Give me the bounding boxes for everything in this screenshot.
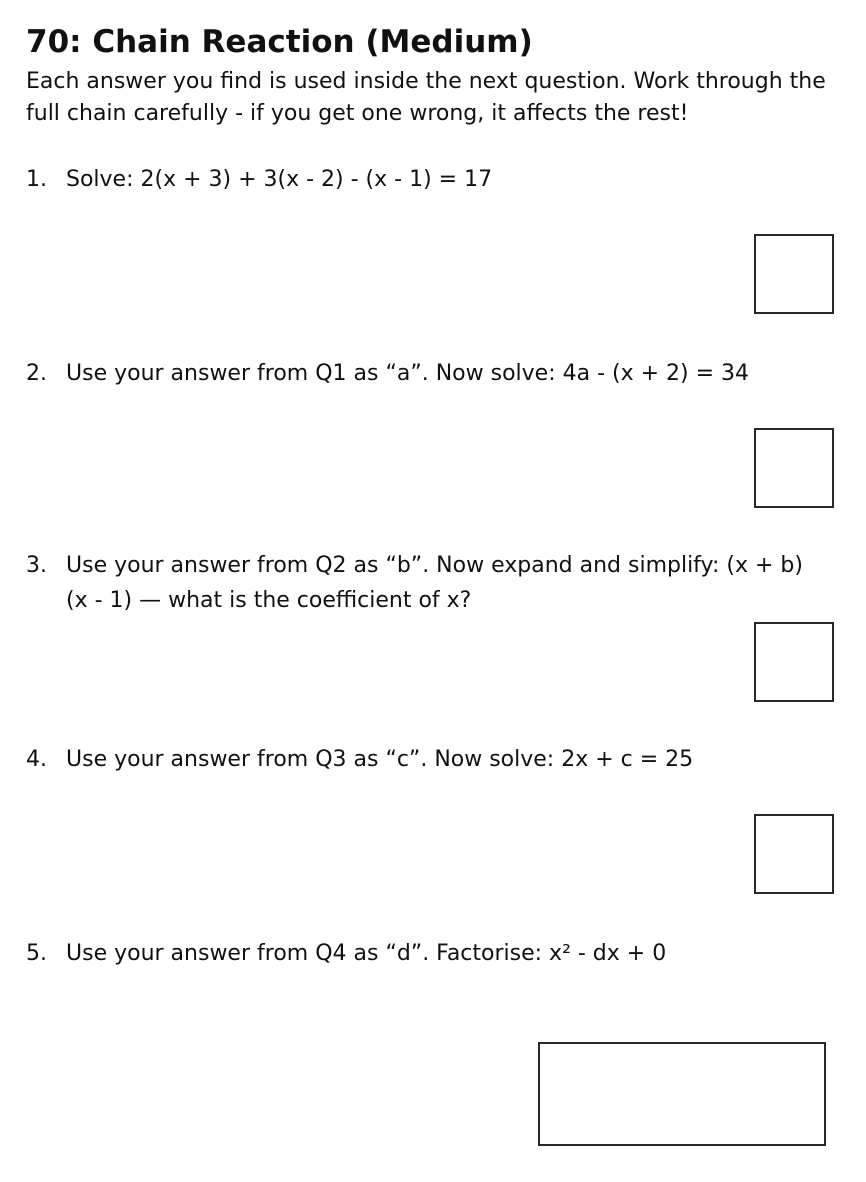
question-1 (26, 162, 826, 197)
answer-box-1[interactable] (754, 234, 834, 314)
question-text: Use your answer from Q3 as “c”. Now solve: 2x + c = 25 (66, 747, 694, 772)
question-number: 2. (26, 361, 47, 386)
question-number: 4. (26, 747, 47, 772)
question-text: Use your answer from Q1 as “a”. Now solve: 4a - (x + 2) = 34 (66, 361, 750, 386)
question-number: 1. (26, 167, 47, 192)
question-5 (26, 936, 826, 971)
question-text: Use your answer from Q4 as “d”. Factorise: x² - dx + 0 (66, 941, 667, 966)
answer-box-5[interactable] (538, 1042, 826, 1146)
answer-box-4[interactable] (754, 814, 834, 894)
question-2 (26, 356, 826, 391)
worksheet-title: 70: Chain Reaction (Medium) (26, 24, 533, 60)
question-3 (26, 548, 826, 618)
answer-box-3[interactable] (754, 622, 834, 702)
question-text: Use your answer from Q2 as “b”. Now expand and simplify: (x + b)(x - 1) — what is the coefficient of x? (66, 553, 803, 613)
answer-box-2[interactable] (754, 428, 834, 508)
question-number: 5. (26, 941, 47, 966)
instructions: Each answer you find is used inside the next question. Work through the full chain carefully - if you get one wrong, it affects the rest! (26, 69, 826, 126)
question-number: 3. (26, 553, 47, 578)
question-4 (26, 742, 826, 777)
question-text: Solve: 2(x + 3) + 3(x - 2) - (x - 1) = 17 (66, 167, 493, 192)
